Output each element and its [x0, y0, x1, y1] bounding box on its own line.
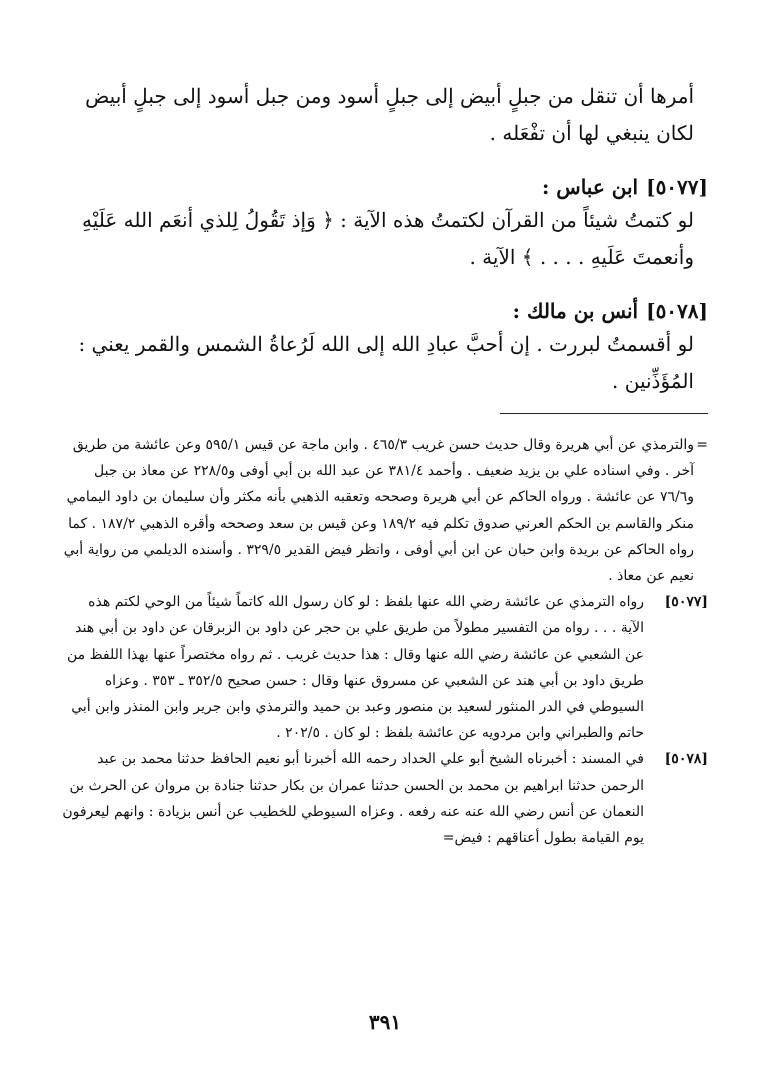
entry-narrator: أنس بن مالك : — [512, 299, 639, 323]
continuation-text: أمرها أن تنقل من جبلٍ أبيض إلى جبلٍ أسود ومن جبل أسود إلى جبلٍ أبيض لكان ينبغي لها أن تفْعَله . — [85, 84, 694, 145]
entry-text: لو كتمتُ شيئاً من القرآن لكتمتُ هذه الآية : ﴿ وَإذ تَقُولُ لِلذي أنعَم الله عَلَيْهِ وأنعمتَ عَلَيهِ . . . . ﴾ الآية . — [82, 208, 694, 269]
entry-number: [٥٠٧٨] — [646, 299, 708, 323]
footnotes — [62, 432, 708, 851]
page-number: ٣٩١ — [368, 1010, 402, 1034]
footnote-divider — [500, 413, 708, 414]
hadith-entry — [62, 296, 708, 400]
entry-header — [62, 296, 708, 326]
footnote-text: رواه الترمذي عن عائشة رضي الله عنها بلفظ : لو كان رسول الله كاتماً شيئاً من الوحي لكتم هذه الآية . . . رواه من التفسير مطولاً من طريق علي بن حجر عن داود بن الزبرقان عن داود بن أبي هند عن الشعبي عن عائشة رضي الله عنها وقال : هذا حديث غريب . ثم رواه مختصراً عنها بهذا اللفظ من طريق داود بن أبي هند عن الشعبي عن مسروق عنها وقال : حسن صحيح ٣٥٢/٥ ـ ٣٥٣ . وعزاه السيوطي في الدر المنثور لسعيد بن منصور وعبد بن حميد والترمذي وابن جرير وابن المنذر وابن أبي حاتم والطبراني وابن مردويه عن عائشة بلفظ : لو كان . ٢٠٢/٥ . — [67, 594, 644, 742]
entry-narrator: ابن عباس : — [541, 175, 639, 199]
footnote-number: [٥٠٧٨] — [664, 751, 708, 768]
hadith-entry — [62, 172, 708, 276]
footnote — [62, 746, 708, 851]
footnote-number: [٥٠٧٧] — [664, 594, 708, 611]
main-text — [62, 78, 708, 400]
continuation-marker: = — [696, 437, 708, 453]
entry-header — [62, 172, 708, 202]
footnote-text: في المسند : أخبرناه الشيخ أبو علي الحداد رحمه الله أخبرنا أبو نعيم الحافظ حدثنا محمد بن عبد الرحمن حدثنا ابراهيم بن محمد بن الحسن حدثنا عمران بن بكار حدثنا جنادة بن مروان عن الحرث بن النعمان عن أنس رضي الله عنه عنه رفعه . وعزاه السيوطي للخطيب عن أنس بزيادة : وانهم ليعرفون يوم القيامة بطول أعناقهم : فيض= — [62, 751, 644, 847]
entry-text: لو أقسمتُ لبررت . إن أحبَّ عبادِ الله إلى الله لَرُعاةُ الشمس والقمر يعني : المُؤَذِّنين . — [78, 332, 694, 393]
entry-number: [٥٠٧٧] — [646, 175, 708, 199]
footnote-continuation — [62, 432, 708, 589]
footnote — [62, 589, 708, 746]
footnote-text: والترمذي عن أبي هريرة وقال حديث حسن غريب ٤٦٥/٣ . وابن ماجة عن قيس ٥٩٥/١ وعن عائشة من طريق آخر . وفي اسناده علي بن يزيد ضعيف . وأحمد ٣٨١/٤ عن عبد الله بن أبي أوفى و٢٢٨/٥ عن معاذ بن جبل و٧٦/٦ عن عائشة . ورواه الحاكم عن أبي هريرة وصححه وتعقبه الذهبي بأنه مكثر وأن سليمان بن داود اليمامي منكر والقاسم بن الحكم العرني صدوق تكلم فيه ١٨٩/٢ وعن قيس بن سعد وصححه وأقره الذهبي ١٨٧/٢ . كما رواه الحاكم عن بريدة وابن حبان عن ابن أبي أوفى ، وانظر فيض القدير ٣٢٩/٥ . وأسنده الديلمي من رواية أبي نعيم عن معاذ . — [63, 437, 694, 585]
